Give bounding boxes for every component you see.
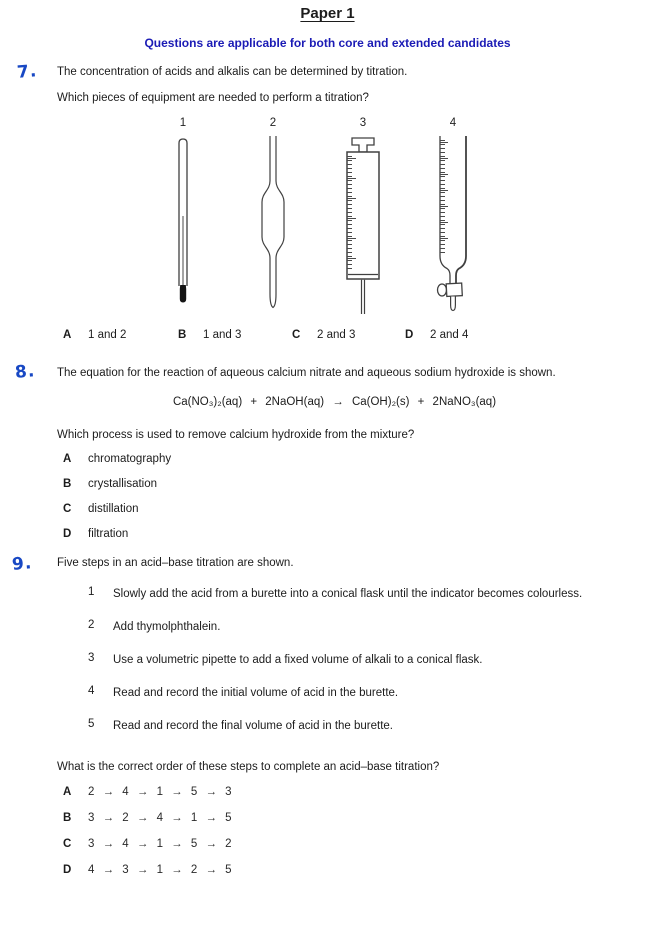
option-sequence: 2 → 4 → 1 → 5 → 3	[88, 785, 232, 798]
option-c	[63, 502, 612, 516]
burette-icon	[423, 136, 483, 318]
option-a	[63, 329, 178, 341]
step-number: 3	[88, 651, 95, 664]
step-2	[57, 619, 612, 635]
option-label: A	[63, 785, 72, 798]
question-8-prompt: Which process is used to remove calcium hydroxide from the mixture?	[57, 428, 415, 441]
option-text: 2 and 3	[317, 329, 356, 341]
question-9-text: Five steps in an acid–base titration are shown.	[57, 556, 294, 569]
diagram-label: 4	[449, 117, 457, 129]
option-label: D	[63, 527, 72, 540]
diagram-1-thermometer	[138, 117, 228, 318]
step-text: Read and record the final volume of acid in the burette.	[113, 719, 394, 732]
step-text: Add thymolphthalein.	[113, 620, 221, 633]
step-number: 1	[88, 585, 95, 598]
question-7-prompt: Which pieces of equipment are needed to perform a titration?	[57, 92, 369, 104]
option-d	[63, 527, 612, 541]
option-text: filtration	[88, 527, 129, 540]
question-7-text: The concentration of acids and alkalis can be determined by titration.	[57, 66, 408, 78]
question-9-number: 9.	[11, 552, 34, 575]
page-title-text: Paper 1	[300, 5, 355, 22]
option-text: chromatography	[88, 452, 172, 465]
diagram-2-pipette	[228, 117, 318, 318]
option-a	[63, 452, 612, 466]
question-9-options	[57, 785, 612, 877]
option-text: 1 and 3	[203, 329, 242, 341]
option-sequence: 3 → 2 → 4 → 1 → 5	[88, 811, 232, 824]
option-label: C	[63, 502, 72, 515]
question-8-number: 8.	[14, 361, 37, 383]
thermometer-icon	[153, 136, 213, 318]
option-label: B	[63, 477, 72, 490]
option-d	[63, 863, 612, 877]
step-text: Use a volumetric pipette to add a fixed volume of alkali to a conical flask.	[113, 653, 483, 666]
question-9-prompt: What is the correct order of these steps to complete an acid–base titration?	[57, 760, 440, 773]
step-text: Slowly add the acid from a burette into a conical flask until the indicator becomes colourless.	[113, 587, 583, 600]
option-text: crystallisation	[88, 477, 158, 490]
option-label: C	[292, 329, 301, 341]
option-d	[405, 329, 468, 341]
step-3	[57, 652, 612, 668]
step-4	[57, 685, 612, 701]
option-c	[63, 837, 612, 851]
option-label: D	[63, 863, 72, 876]
page-subtitle: Questions are applicable for both core and extended candidates	[144, 36, 511, 50]
question-8	[14, 361, 612, 541]
option-label: A	[63, 329, 72, 341]
titration-steps	[57, 586, 612, 734]
diagram-3-syringe	[318, 117, 408, 318]
page-title	[0, 0, 655, 22]
option-text: 1 and 2	[88, 329, 127, 341]
option-b	[63, 477, 612, 491]
diagram-label: 2	[269, 117, 277, 129]
question-8-options	[57, 452, 612, 541]
step-number: 4	[88, 684, 95, 697]
step-text: Read and record the initial volume of acid in the burette.	[113, 686, 399, 699]
step-1	[57, 586, 612, 602]
step-5	[57, 718, 612, 734]
option-a	[63, 785, 612, 799]
diagram-4-burette	[408, 117, 498, 318]
chemical-equation: Ca(NO₃)₂(aq) + 2NaOH(aq) → Ca(OH)₂(s) + 2NaNO₃(aq)	[172, 395, 497, 408]
option-text: distillation	[88, 502, 139, 515]
option-label: C	[63, 837, 72, 850]
question-7-options	[63, 329, 612, 341]
diagram-label: 3	[359, 117, 367, 129]
option-label: A	[63, 452, 72, 465]
volumetric-pipette-icon	[243, 136, 303, 318]
option-b	[63, 811, 612, 825]
option-sequence: 3 → 4 → 1 → 5 → 2	[88, 837, 232, 850]
question-8-text: The equation for the reaction of aqueous calcium nitrate and aqueous sodium hydroxide is shown.	[57, 367, 556, 379]
diagram-label: 1	[179, 117, 187, 129]
option-label: D	[405, 329, 414, 341]
option-b	[178, 329, 292, 341]
option-text: 2 and 4	[430, 329, 469, 341]
equipment-diagrams	[138, 117, 612, 318]
gas-syringe-icon	[333, 136, 393, 318]
option-sequence: 4 → 3 → 1 → 2 → 5	[88, 863, 232, 876]
step-number: 2	[88, 618, 95, 631]
step-number: 5	[88, 717, 95, 730]
question-7	[16, 61, 612, 341]
option-label: B	[63, 811, 72, 824]
option-label: B	[178, 329, 187, 341]
option-c	[292, 329, 405, 341]
question-9	[11, 552, 612, 877]
question-7-number: 7.	[16, 61, 39, 83]
